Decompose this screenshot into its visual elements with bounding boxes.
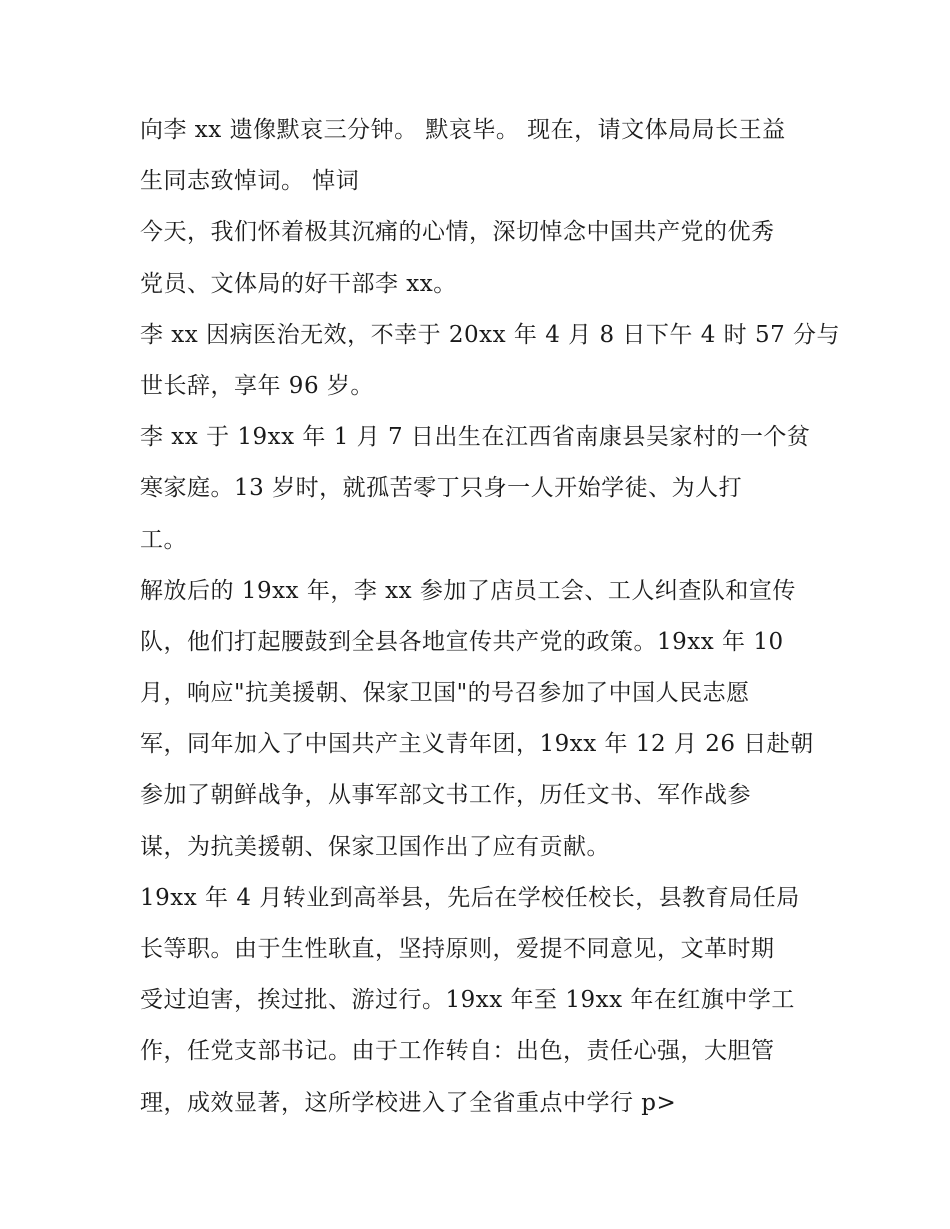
text-line: 谋，为抗美援朝、保家卫国作出了应有贡献。 — [140, 833, 610, 860]
text-line: 队，他们打起腰鼓到全县各地宣传共产党的政策。19xx 年 10 — [140, 628, 784, 655]
text-line: 今天，我们怀着极其沉痛的心情，深切悼念中国共产党的优秀 — [140, 219, 775, 246]
text-line: 理，成效显著，这所学校进入了全省重点中学行 p> — [140, 1089, 677, 1116]
text-line: 军，同年加入了中国共产主义青年团，19xx 年 12 月 26 日赴朝 — [140, 731, 814, 758]
text-line: 寒家庭。13 岁时，就孤苦零丁只身一人开始学徒、为人打 — [140, 475, 743, 502]
text-line: 工。 — [140, 526, 187, 553]
document-body — [140, 105, 841, 1129]
text-line: 受过迫害，挨过批、游过行。19xx 年至 19xx 年在红旗中学工 — [140, 987, 795, 1014]
text-line: 向李 xx 遗像默哀三分钟。 默哀毕。 现在，请文体局局长王益 — [140, 117, 786, 143]
text-line: 作，任党支部书记。由于工作转自：出色，责任心强，大胆管 — [140, 1038, 775, 1065]
text-line: 长等职。由于生性耿直，坚持原则，爱提不同意见，文革时期 — [140, 936, 775, 962]
text-line: 生同志致悼词。 悼词 — [140, 168, 360, 195]
text-line: 参加了朝鲜战争，从事军部文书工作，历任文书、军作战参 — [140, 782, 751, 809]
text-line: 世长辞，享年 96 岁。 — [140, 372, 374, 399]
text-line: 李 xx 于 19xx 年 1 月 7 日出生在江西省南康县吴家村的一个贫 — [140, 424, 811, 451]
text-line: 月，响应"抗美援朝、保家卫国"的号召参加了中国人民志愿 — [140, 680, 750, 707]
text-line: 19xx 年 4 月转业到高举县，先后在学校任校长，县教育局任局 — [140, 884, 800, 911]
text-line: 李 xx 因病医治无效，不幸于 20xx 年 4 月 8 日下午 4 时 57 分与 — [140, 321, 841, 348]
text-line: 党员、文体局的好干部李 xx。 — [140, 270, 457, 297]
text-line: 解放后的 19xx 年，李 xx 参加了店员工会、工人纠查队和宣传 — [140, 577, 796, 604]
